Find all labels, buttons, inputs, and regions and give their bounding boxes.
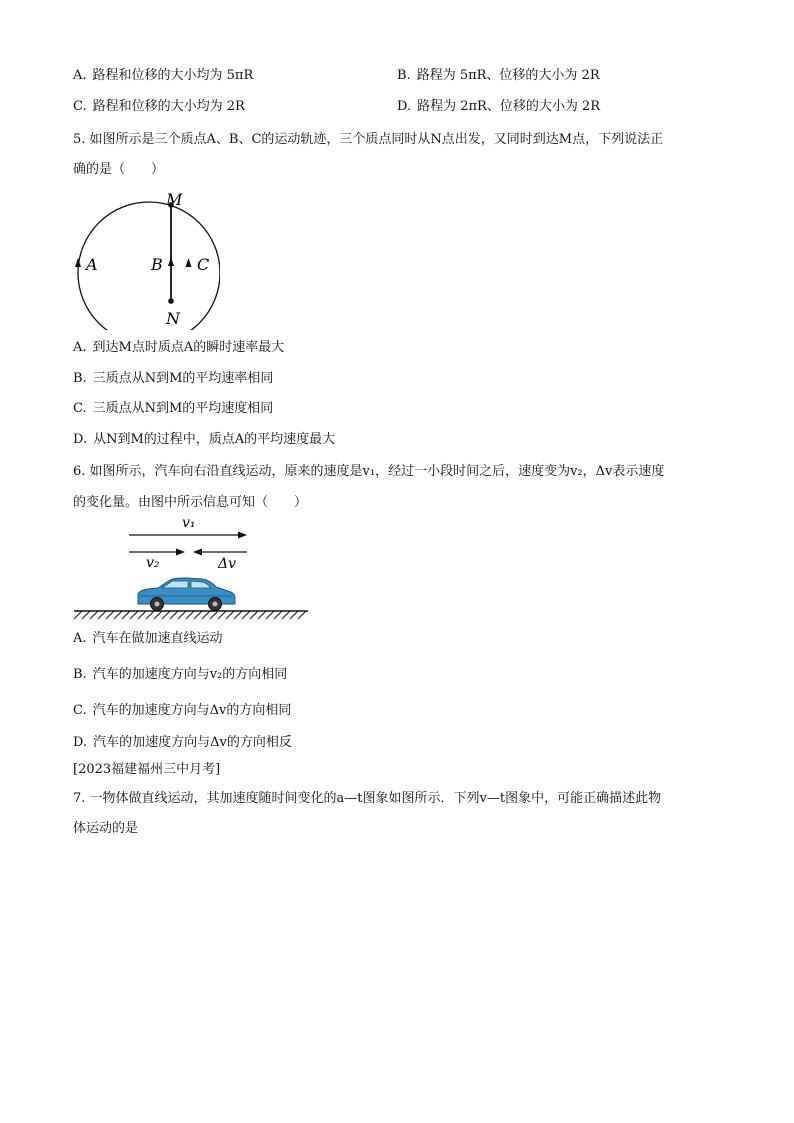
label-m: M	[166, 190, 183, 209]
ground-hatching	[74, 611, 308, 619]
label-n: N	[166, 309, 180, 328]
delta-v-arrowhead-icon	[193, 549, 202, 556]
delta-v-label: Δv	[218, 556, 237, 572]
point-n	[168, 298, 174, 304]
option-label: B.	[73, 371, 87, 386]
q7-stem-line-1: 7. 一物体做直线运动，其加速度随时间变化的a—t图象如图所示．下列v—t图象中，可能正确描述此物	[73, 791, 662, 806]
arrow-a-icon	[75, 258, 81, 267]
arrow-c-icon	[186, 258, 192, 267]
option-text: 汽车的加速度方向与Δv的方向相同	[92, 703, 292, 718]
option-text: 汽车在做加速直线运动	[92, 631, 223, 646]
label-b: B	[151, 255, 163, 274]
option-text: 路程为 5πR、位移的大小为 2R	[416, 68, 600, 83]
option-text: 汽车的加速度方向与v₂的方向相同	[92, 667, 288, 682]
q5-trajectory-figure	[70, 190, 220, 330]
option-label: A.	[73, 68, 87, 83]
q5-option-a	[73, 339, 284, 357]
label-a: A	[86, 255, 98, 274]
v1-label: v₁	[182, 515, 196, 531]
q4-option-c	[73, 98, 245, 116]
label-c: C	[197, 255, 210, 274]
option-label: A.	[73, 631, 87, 646]
option-label: C.	[73, 401, 87, 416]
q6-stem-line-2: 的变化量。由图中所示信息可知（ ）	[73, 495, 308, 510]
option-text: 三质点从N到M的平均速率相同	[92, 371, 274, 386]
v1-arrowhead-icon	[238, 532, 247, 539]
option-label: D.	[73, 432, 88, 447]
q6-option-c	[73, 702, 291, 720]
q7-stem-line-2: 体运动的是	[73, 821, 139, 836]
option-text: 路程和位移的大小均为 2R	[92, 99, 245, 114]
option-text: 到达M点时质点A的瞬时速率最大	[92, 340, 285, 355]
v2-label: v₂	[146, 555, 160, 571]
option-text: 路程为 2πR、位移的大小为 2R	[417, 99, 601, 114]
q4-option-b	[397, 67, 600, 85]
option-label: B.	[73, 667, 87, 682]
q4-option-d	[397, 98, 600, 116]
q5-option-d	[73, 431, 335, 449]
q5-stem-line-1: 5. 如图所示是三个质点A、B、C的运动轨迹，三个质点同时从N点出发，又同时到达M点，下列说法正	[73, 132, 664, 147]
arrow-b-icon	[168, 257, 174, 266]
option-label: B.	[397, 68, 411, 83]
source-tag: [2023福建福州三中月考]	[73, 762, 221, 777]
q6-stem-line-1: 6. 如图所示，汽车向右沿直线运动，原来的速度是v₁，经过一小段时间之后，速度变为v₂，Δv表示速度	[73, 464, 665, 479]
option-text: 路程和位移的大小均为 5πR	[92, 68, 254, 83]
v2-arrowhead-icon	[176, 549, 185, 556]
car-icon	[138, 578, 235, 611]
q5-option-c	[73, 400, 273, 418]
q6-option-a	[73, 630, 223, 648]
q6-option-b	[73, 666, 287, 684]
option-text: 汽车的加速度方向与Δv的方向相反	[93, 735, 292, 750]
q6-car-figure	[70, 512, 315, 624]
q5-stem-line-2: 确的是（ ）	[73, 162, 165, 177]
option-text: 从N到M的过程中，质点A的平均速度最大	[93, 432, 336, 447]
option-label: D.	[73, 735, 88, 750]
q6-option-d	[73, 734, 292, 752]
option-label: C.	[73, 703, 87, 718]
option-label: C.	[73, 99, 87, 114]
q5-option-b	[73, 370, 273, 388]
option-label: A.	[73, 340, 87, 355]
q4-option-a	[73, 67, 253, 85]
option-text: 三质点从N到M的平均速度相同	[92, 401, 274, 416]
option-label: D.	[397, 99, 412, 114]
